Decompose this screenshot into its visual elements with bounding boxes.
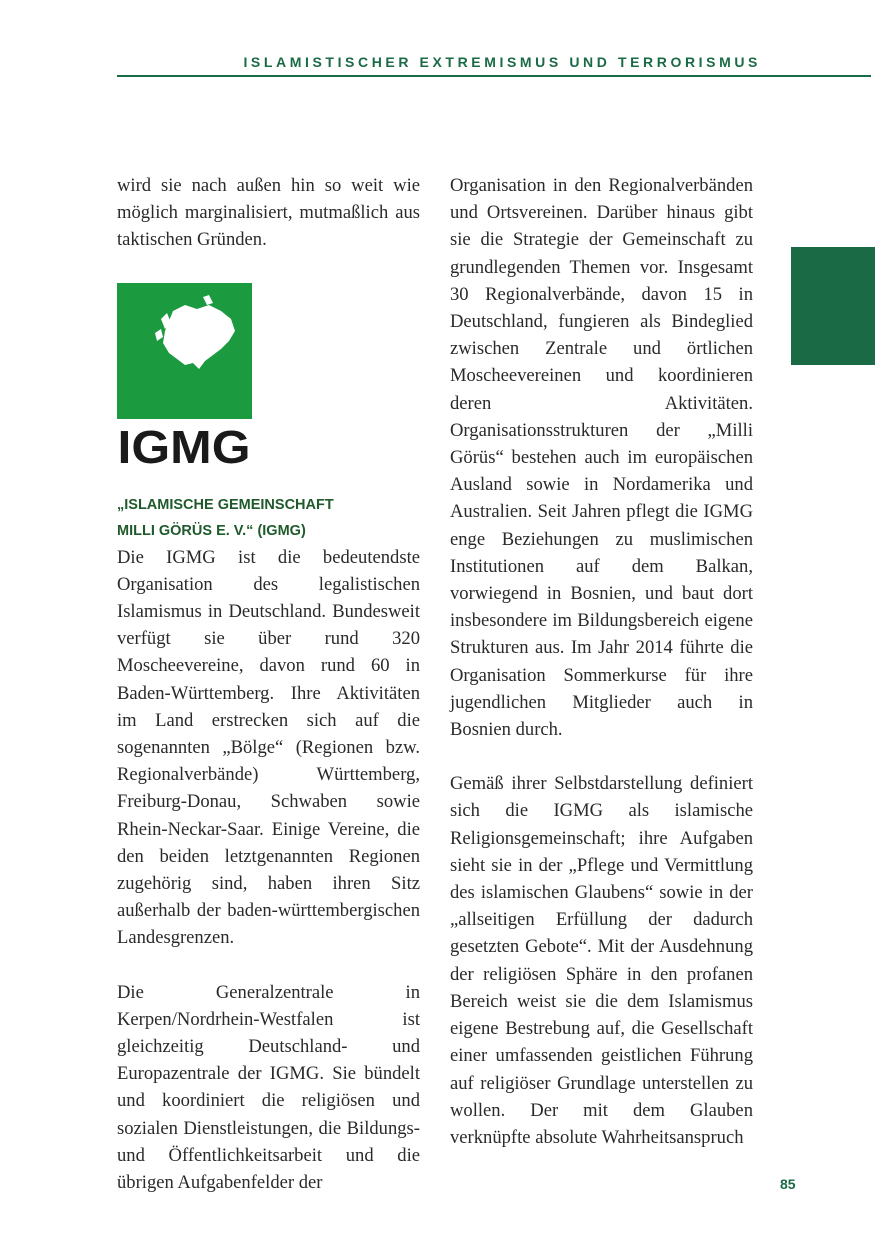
igmg-logo xyxy=(117,283,252,467)
intro-paragraph: wird sie nach außen hin so weit wie möglich marginalisiert, mutmaßlich aus taktischen Gründen. xyxy=(117,175,420,251)
left-column xyxy=(117,172,420,1196)
chapter-side-tab xyxy=(791,247,875,365)
headquarters-paragraph: Die Generalzentrale in Kerpen/Nordrhein-Westfalen ist gleichzeitig Deutschland- und Europazentrale der IGMG. Sie bündelt und koordiniert die religiösen und sozialen Dienstleistungen, die Bildungs- und Öffentlichkeitsarbeit und die übrigen Aufgabenfelder der xyxy=(117,981,420,1194)
header-rule xyxy=(117,75,871,77)
self-description-paragraph: Gemäß ihrer Selbstdarstellung definiert sich die IGMG als islamische Religionsgemeinschaft; ihre Aufgaben sieht sie in der „Pflege und Vermittlung des islamischen Glaubens“ sowie in der „allseitigen Erfüllung der dadurch gesetzten Gebote“. Mit der Ausdehnung der religiösen Sphäre in den profanen Bereich weist sie die dem Islamismus eigene Bestrebung auf, die Gesellschaft einer umfassenden geistlichen Führung auf religiöser Grundlage unterstellen zu wollen. Der mit dem Glauben verknüpfte absolute Wahrheitsanspruch xyxy=(450,773,753,1148)
page-number: 85 xyxy=(780,1176,796,1192)
running-title: ISLAMISTISCHER EXTREMISMUS UND TERRORISMUS xyxy=(243,54,761,70)
subhead-line-1: „ISLAMISCHE GEMEINSCHAFT xyxy=(117,496,334,513)
organisation-paragraph: Organisation in den Regionalverbänden und Ortsvereinen. Darüber hinaus gibt sie die Strategie der Gemeinschaft zu grundlegenden Themen vor. Insgesamt 30 Regionalverbände, davon 15 in Deutschland, fungieren als Bindeglied zwischen Zentrale und örtlichen Moscheevereinen und koordinieren deren Aktivitäten. Organisationsstrukturen der „Milli Görüs“ bestehen auch im europäischen Ausland sowie in Nordamerika und Australien. Seit Jahren pflegt die IGMG enge Beziehungen zu muslimischen Institutionen auf dem Balkan, vorwiegend in Bosnien, und baut dort insbesondere im Bildungsbereich eigene Strukturen aus. Im Jahr 2014 führte die Organisation Sommerkurse für ihre jugendlichen Mitglieder auch in Bosnien durch. xyxy=(450,175,753,741)
subhead-line-2: MILLI GÖRÜS E. V.“ (IGMG) xyxy=(117,522,306,539)
igmg-wordmark xyxy=(117,427,252,467)
igmg-crescent-europe-emblem xyxy=(117,283,252,419)
section-subhead xyxy=(117,492,420,544)
igmg-wordmark-text: IGMG xyxy=(117,426,251,467)
igmg-description-paragraph: Die IGMG ist die bedeutendste Organisation des legalistischen Islamismus in Deutschland. Bundesweit verfügt sie über rund 320 Moscheevereine, davon rund 60 in Baden-Württemberg. Ihre Aktivitäten im Land erstrecken sich auf die sogenannten „Bölge“ (Regionen bzw. Regionalverbände) Württemberg, Freiburg-Donau, Schwaben sowie Rhein-Neckar-Saar. Einige Vereine, die den beiden letztgenannten Regionen zugehörig sind, haben ihren Sitz außerhalb der baden-württembergischen Landesgrenzen. xyxy=(117,546,420,949)
right-column xyxy=(450,172,753,1151)
